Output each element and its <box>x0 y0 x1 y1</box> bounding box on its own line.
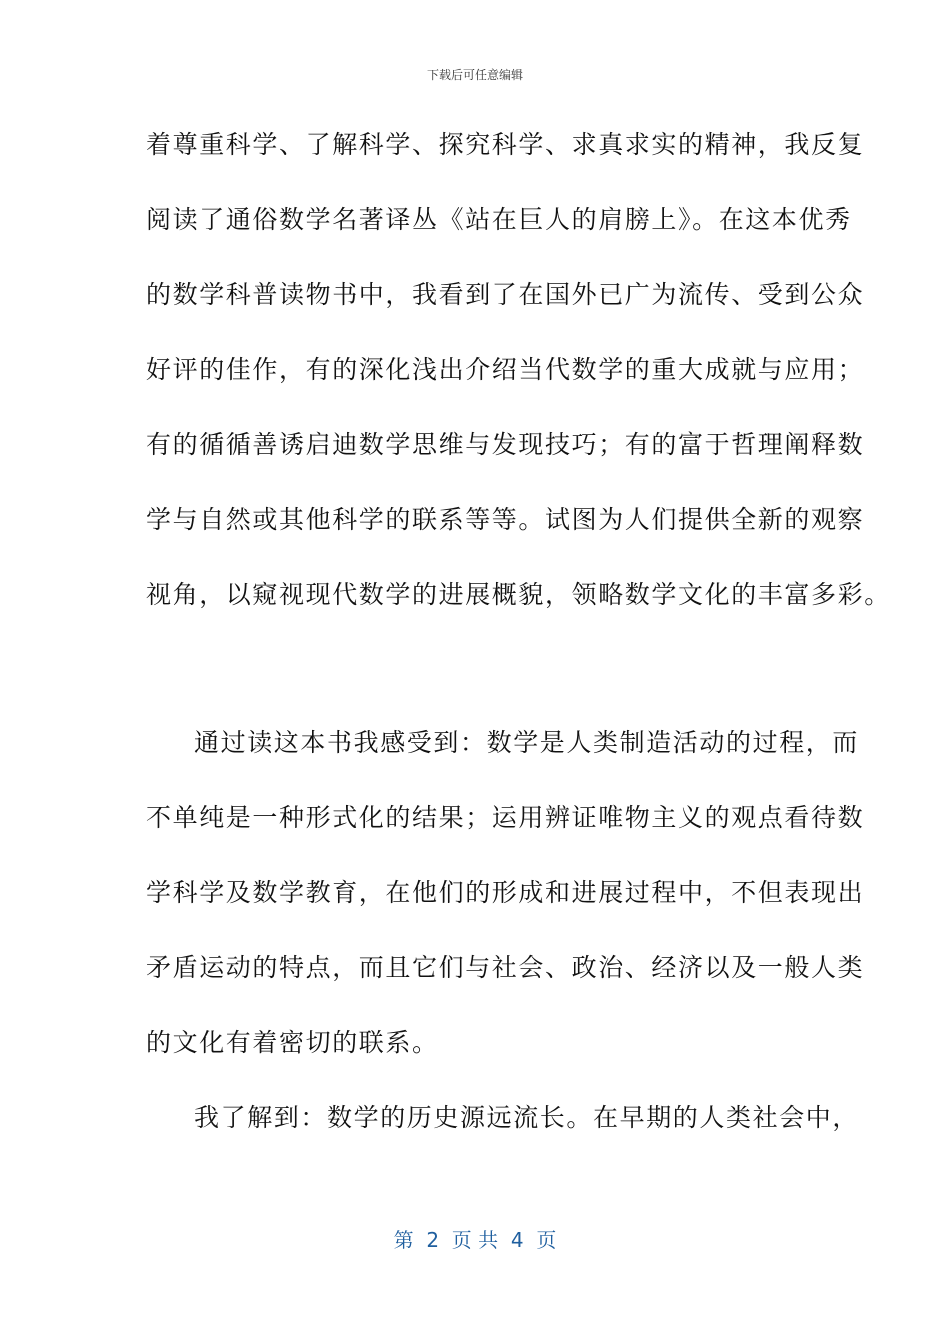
text-line: 的数学科普读物书中，我看到了在国外已广为流传、受到公众 <box>146 280 865 309</box>
text-line: 有的循循善诱启迪数学思维与发现技巧；有的富于哲理阐释数 <box>146 430 865 459</box>
text-line: 好评的佳作，有的深化浅出介绍当代数学的重大成就与应用； <box>146 355 865 384</box>
text-line: 着尊重科学、了解科学、探究科学、求真求实的精神，我反复 <box>146 130 865 159</box>
text-line: 我了解到：数学的历史源远流长。在早期的人类社会中， <box>194 1103 860 1132</box>
text-line: 视角，以窥视现代数学的进展概貌，领略数学文化的丰富多彩。 <box>146 580 891 609</box>
text-line: 学与自然或其他科学的联系等等。试图为人们提供全新的观察 <box>146 505 865 534</box>
text-line: 矛盾运动的特点，而且它们与社会、政治、经济以及一般人类 <box>146 953 865 982</box>
text-line: 不单纯是一种形式化的结果；运用辨证唯物主义的观点看待数 <box>146 803 865 832</box>
page-number-footer: 第 2 页 共 4 页 <box>393 1228 557 1252</box>
text-line: 通过读这本书我感受到：数学是人类制造活动的过程，而 <box>194 728 860 757</box>
text-line: 的文化有着密切的联系。 <box>146 1028 439 1057</box>
page-header: 下载后可任意编辑 <box>426 68 523 82</box>
text-line: 学科学及数学教育，在他们的形成和进展过程中，不但表现出 <box>146 878 865 907</box>
text-line: 阅读了通俗数学名著译丛《站在巨人的肩膀上》。在这本优秀 <box>146 205 852 234</box>
